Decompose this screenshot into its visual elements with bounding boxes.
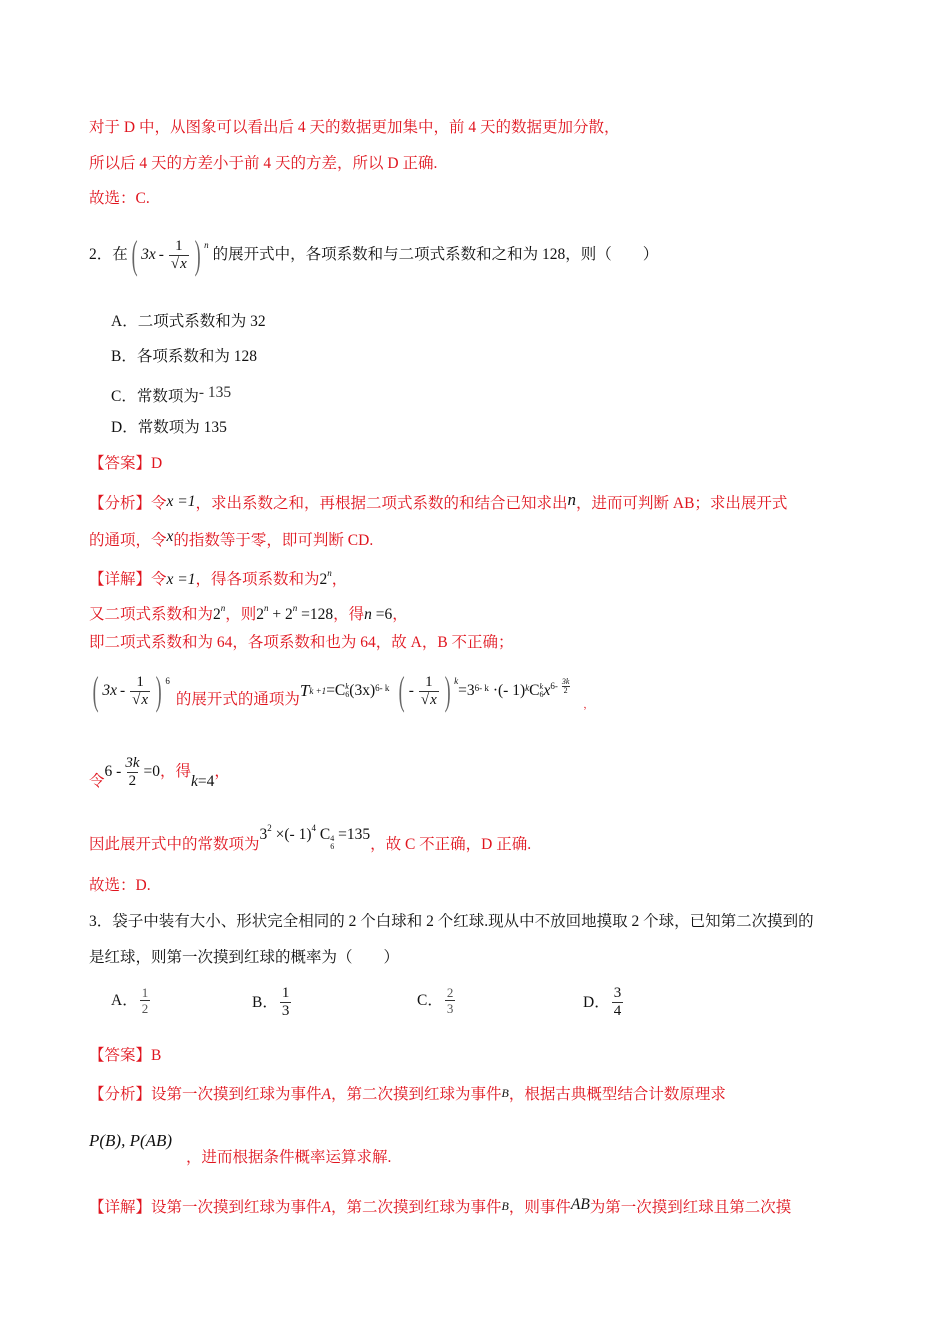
q2-conclusion: 故选：D. [89,877,151,894]
q3-detail-line-1: 【详解】设第一次摸到红球为事件A，第二次摸到红球为事件B，则事件AB为第一次摸到红球且第二次摸 [89,1196,792,1216]
q2-detail-line-6: 因此展开式中的常数项为$3^2$ ×(- 1)$^4$ C 4 6 =135，故 C 不正确，D 正确. [89,823,532,853]
q2-general-term: ( 3x - $\frac{1}{√x}$ ) 6 的展开式的通项为 T k +1 =C k 6 (3x) 6- k ( - $\frac{1}{√x}$ ) k =3 6- k ·(- 1) k C k 6 x 6- $\frac{3k}{2}$ ， [89,666,593,716]
q2-binomial-6: ( 3x - $\frac{1}{√x}$ ) 6 [92,668,170,713]
q2-analysis-line-1: 【分析】令x =1，求出系数之和，再根据二项式系数的和结合已知求出n，进而可判断 AB；求出展开式 [89,490,788,512]
q3-stem-line-2: 是红球，则第一次摸到红球的概率为（ ） [89,949,400,966]
q2-number: 2．在 [89,246,128,263]
q2-option-a[interactable]: A．二项式系数和为 32 [111,313,266,330]
q3-analysis-line-1: 【分析】设第一次摸到红球为事件A，第二次摸到红球为事件B，根据古典概型结合计数原理求 [89,1086,726,1103]
q3-probability-expression: P(B), P(AB) [89,1131,173,1150]
q2-answer: 【答案】D [89,455,163,472]
q1-conclusion: 故选：C. [89,190,150,207]
q2-detail-line-2: 又二项式系数和为2$^n$，则$2^n + 2^n =128$，得n =6， [89,603,408,623]
q2-detail-line-5: 令 6 - $\frac{3k}{2}$ =0 ，得 k =4 ， [89,754,230,790]
q2-option-d[interactable]: D．常数项为 135 [111,419,227,436]
q2-binomial-expression: ( 3x - $\frac{1}{√x}$ ) n [131,232,209,277]
q2-stem [89,230,658,280]
q1-explanation-line-2: 所以后 4 天的方差小于前 4 天的方差，所以 D 正确. [89,155,438,172]
q2-detail-line-1: 【详解】令x =1，得各项系数和为2$^n$， [89,568,348,588]
q1-explanation-line-1: 对于 D 中，从图象可以看出后 4 天的数据更加集中，前 4 天的数据更加分散， [89,119,620,136]
q3-stem-line-1: 3．袋子中装有大小、形状完全相同的 2 个白球和 2 个红球.现从中不放回地摸取 2 个球，已知第二次摸到的 [89,913,814,930]
q3-analysis-line-2: ，进而根据条件概率运算求解. [186,1149,392,1166]
q3-option-b[interactable]: B． $\frac{1}{3}$ [252,985,290,1019]
q3-option-c[interactable]: C． $\frac{2}{3}$ [417,985,454,1016]
q2-option-b[interactable]: B．各项系数和为 128 [111,348,257,365]
q3-answer: 【答案】B [89,1047,162,1064]
q3-option-d[interactable]: D． $\frac{3}{4}$ [583,985,622,1019]
q2-stem-text: 的展开式中，各项系数和与二项式系数和之和为 128，则（ ） [212,246,659,263]
q2-analysis-line-2: 的通项，令x的指数等于零，即可判断 CD. [89,528,374,549]
q3-option-a[interactable]: A． $\frac{1}{2}$ [111,985,149,1016]
q2-option-c[interactable]: C．常数项为- 135 [111,384,232,405]
q2-detail-line-3: 即二项式系数和为 64，各项系数和也为 64，故 A，B 不正确； [89,634,514,651]
